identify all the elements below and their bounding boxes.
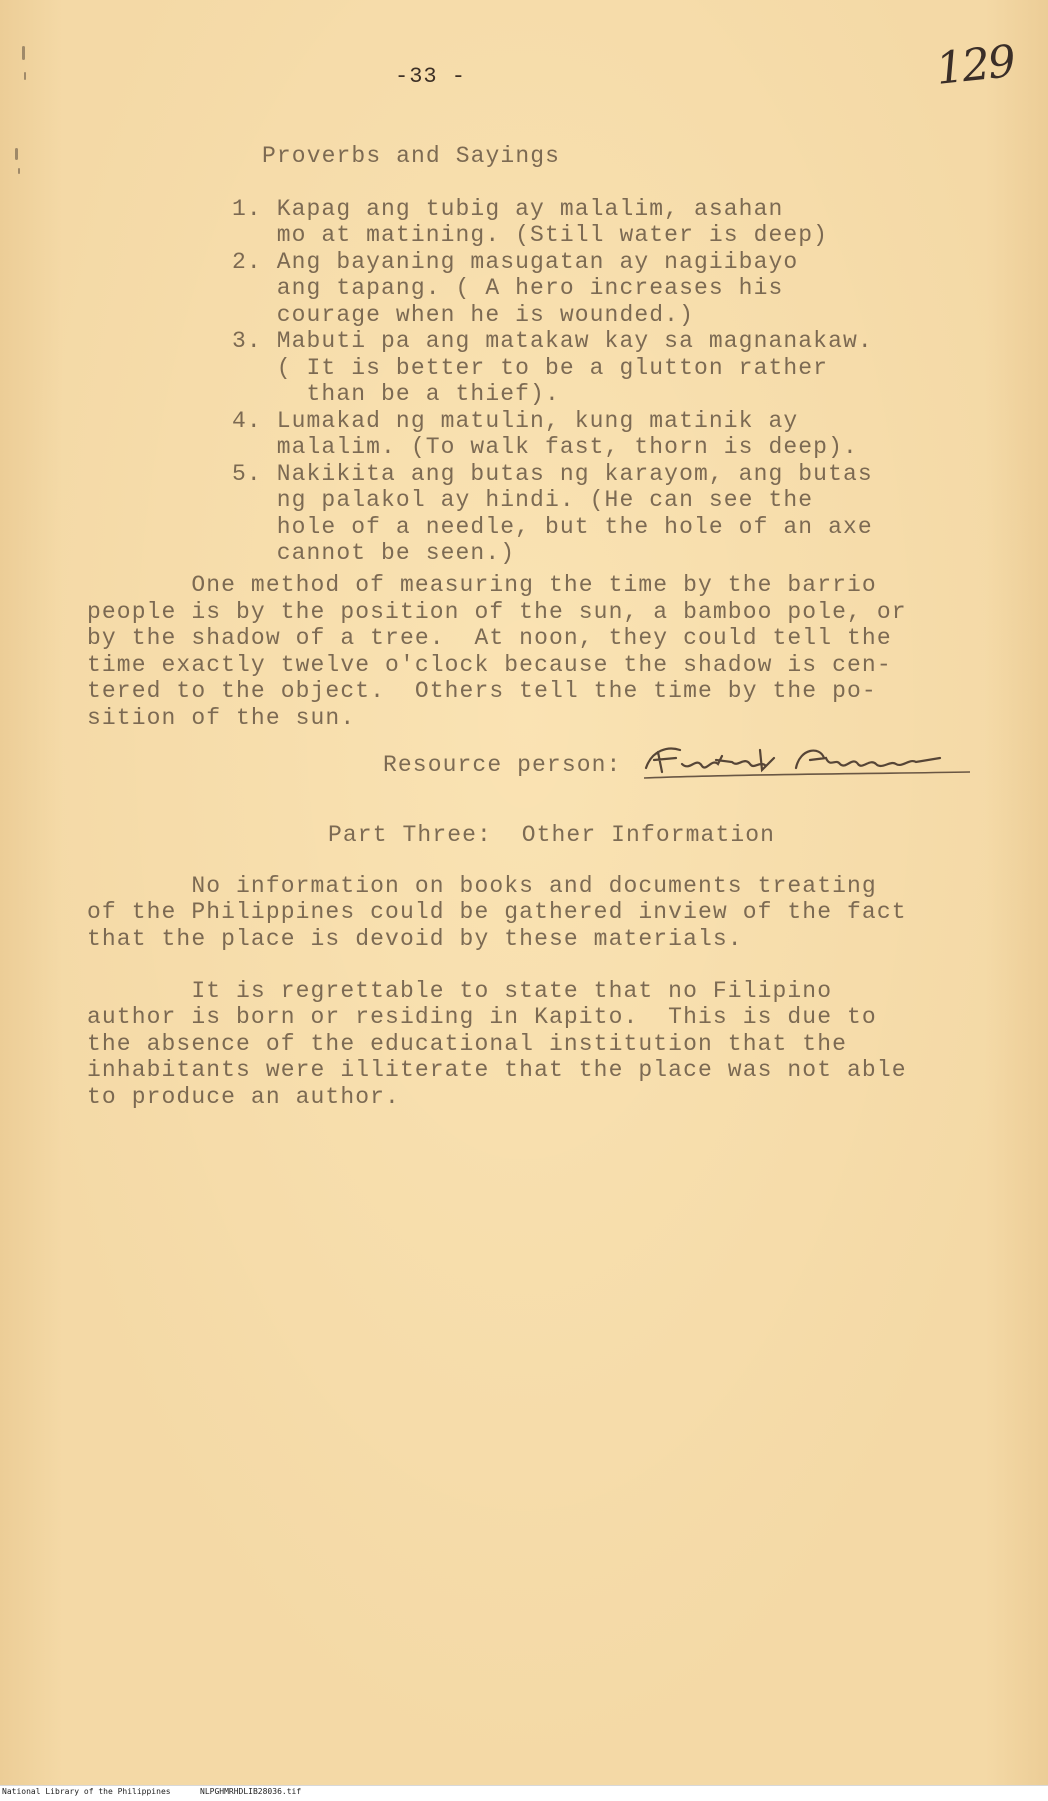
proverb-line: 5. Nakikita ang butas ng karayom, ang butas [232, 461, 873, 487]
edge-mark [24, 72, 26, 80]
signature [640, 738, 980, 782]
part-three-heading: Part Three: Other Information [328, 822, 776, 848]
paragraph-line: that the place is devoid by these materials. [87, 926, 743, 952]
proverb-line: cannot be seen.) [232, 540, 516, 566]
paragraph-line: to produce an author. [87, 1084, 400, 1110]
proverb-line: 2. Ang bayaning masugatan ay nagiibayo [232, 249, 799, 275]
proverb-line: ang tapang. ( A hero increases his [232, 275, 784, 301]
resource-person-label: Resource person: [383, 752, 622, 778]
paragraph-line: It is regrettable to state that no Filipino [87, 978, 833, 1004]
paragraph-line: time exactly twelve o'clock because the shadow is cen- [87, 652, 892, 678]
paragraph-line: One method of measuring the time by the barrio [87, 572, 877, 598]
paragraph-line: by the shadow of a tree. At noon, they could tell the [87, 625, 892, 651]
footer-file-name: NLPGHMRHDLIB28036.tif [200, 1787, 302, 1796]
proverb-line: ( It is better to be a glutton rather [232, 355, 829, 381]
proverb-line: malalim. (To walk fast, thorn is deep). [232, 434, 858, 460]
footer-library: National Library of the Philippines [2, 1787, 171, 1796]
page-number: -33 - [395, 64, 467, 89]
paragraph-line: people is by the position of the sun, a bamboo pole, or [87, 599, 907, 625]
paragraph-line: inhabitants were illiterate that the place was not able [87, 1057, 907, 1083]
proverb-line: mo at matining. (Still water is deep) [232, 222, 829, 248]
edge-mark [18, 168, 20, 174]
edge-mark [22, 46, 25, 60]
proverb-line: courage when he is wounded.) [232, 302, 694, 328]
proverb-line: hole of a needle, but the hole of an axe [232, 514, 873, 540]
proverbs-heading: Proverbs and Sayings [262, 143, 561, 169]
proverb-line: than be a thief). [232, 381, 560, 407]
paragraph-line: sition of the sun. [87, 705, 356, 731]
edge-mark [15, 148, 18, 160]
paragraph-line: tered to the object. Others tell the time by the po- [87, 678, 877, 704]
paragraph-line: of the Philippines could be gathered inview of the fact [87, 899, 907, 925]
proverb-line: 4. Lumakad ng matulin, kung matinik ay [232, 408, 799, 434]
paragraph-line: No information on books and documents treating [87, 873, 877, 899]
paragraph-line: author is born or residing in Kapito. This is due to [87, 1004, 877, 1030]
archive-number: 129 [933, 36, 1017, 95]
proverb-line: ng palakol ay hindi. (He can see the [232, 487, 814, 513]
paragraph-line: the absence of the educational institution that the [87, 1031, 848, 1057]
proverb-line: 1. Kapag ang tubig ay malalim, asahan [232, 196, 784, 222]
proverb-line: 3. Mabuti pa ang matakaw kay sa magnanakaw. [232, 328, 873, 354]
